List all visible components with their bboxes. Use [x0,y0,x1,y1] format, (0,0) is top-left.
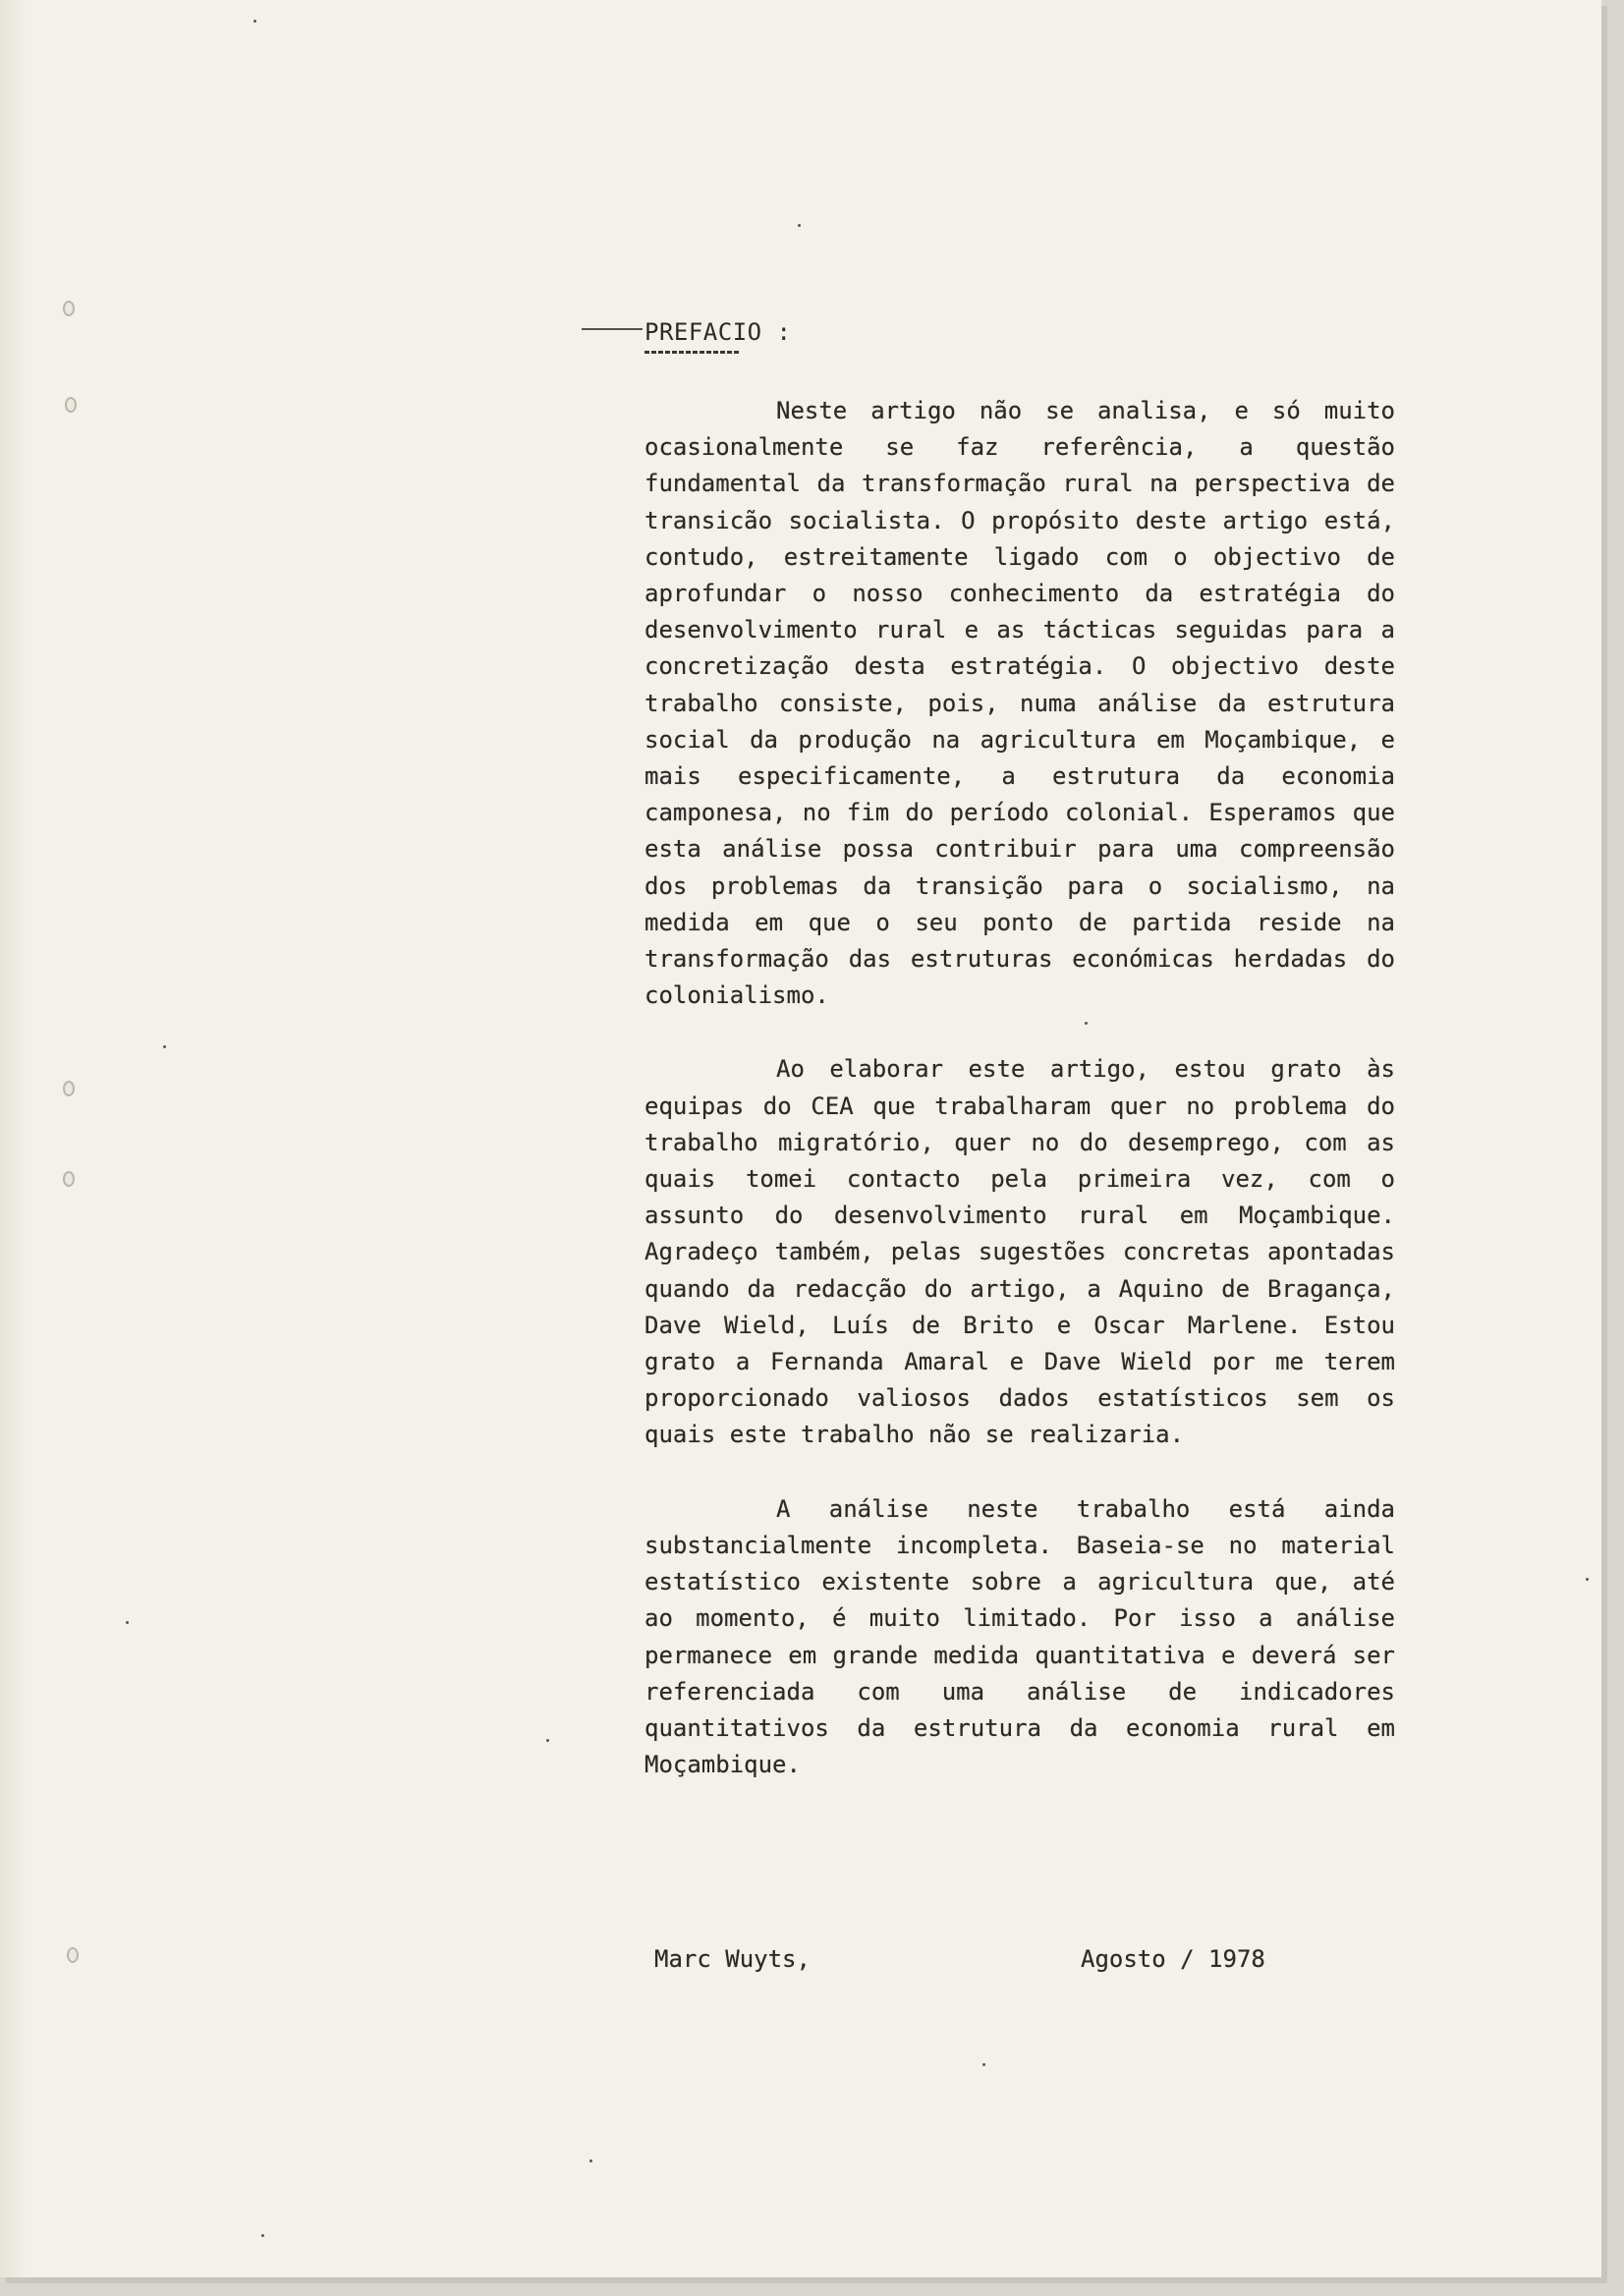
punch-hole-mark [65,397,77,413]
page-edge-shadow [0,0,28,2277]
preface-body [644,393,1395,1783]
punch-hole-mark [63,301,75,316]
paper-speck [798,224,801,227]
paper-speck [253,20,256,23]
punch-hole-mark [67,1947,79,1963]
paragraph-1: Neste artigo não se analisa, e só muito ocasionalmente se faz referência, a questão fundamental da transformação rural na perspectiva de transicão socialista. O propósito deste artigo está, contudo, estreitamente ligado com o objectivo de aprofundar o nosso conhecimento da estratégia do desenvolvimento rural e as tácticas seguidas para a concretização desta estratégia. O objectivo deste trabalho consiste, pois, numa análise da estrutura social da produção na agricultura em Moçambique, e mais especificamente, a estrutura da economia camponesa, no fim do período colonial. Esperamos que esta análise possa contribuir para uma compreensão dos problemas da transição para o socialismo, na medida em que o seu ponto de partida reside na transformação das estruturas económicas herdadas do colonialismo. [644,397,1395,1010]
heading-lead-line [582,328,643,330]
heading-text: PREFACIO : [644,318,792,346]
punch-hole-mark [63,1171,75,1187]
paragraph-2: Ao elaborar este artigo, estou grato às equipas do CEA que trabalharam quer no problema do trabalho migratório, quer no do desemprego, com as quais tomei contacto pela primeira vez, com o assunto do desenvolvimento rural em Moçambique. Agradeço também, pelas sugestões concretas apontadas quando da redacção do artigo, a Aquino de Bragança, Dave Wield, Luís de Brito e Oscar Marlene. Estou grato a Fernanda Amaral e Dave Wield por me terem proporcionado valiosos dados estatísticos sem os quais este trabalho não se realizaria. [644,1055,1395,1449]
punch-hole-mark [63,1081,75,1096]
heading-underline [644,351,739,354]
paper-speck [982,2063,985,2066]
paper-speck [589,2159,592,2162]
paper-speck [261,2234,264,2237]
signature-date: Agosto / 1978 [1081,1945,1265,1973]
paper-speck [546,1739,549,1742]
paper-speck [126,1621,129,1624]
preface-heading [644,318,792,346]
author-name: Marc Wuyts, [654,1945,811,1973]
paragraph-3: A análise neste trabalho está ainda substancialmente incompleta. Baseia-se no material estatístico existente sobre a agricultura que, até ao momento, é muito limitado. Por isso a análise permanece em grande medida quantitativa e deverá ser referenciada com uma análise de indicadores quantitativos da estrutura da economia rural em Moçambique. [644,1494,1395,1779]
paper-speck [163,1045,166,1048]
signature-line [654,1945,1342,1973]
paper-speck [1586,1578,1589,1581]
